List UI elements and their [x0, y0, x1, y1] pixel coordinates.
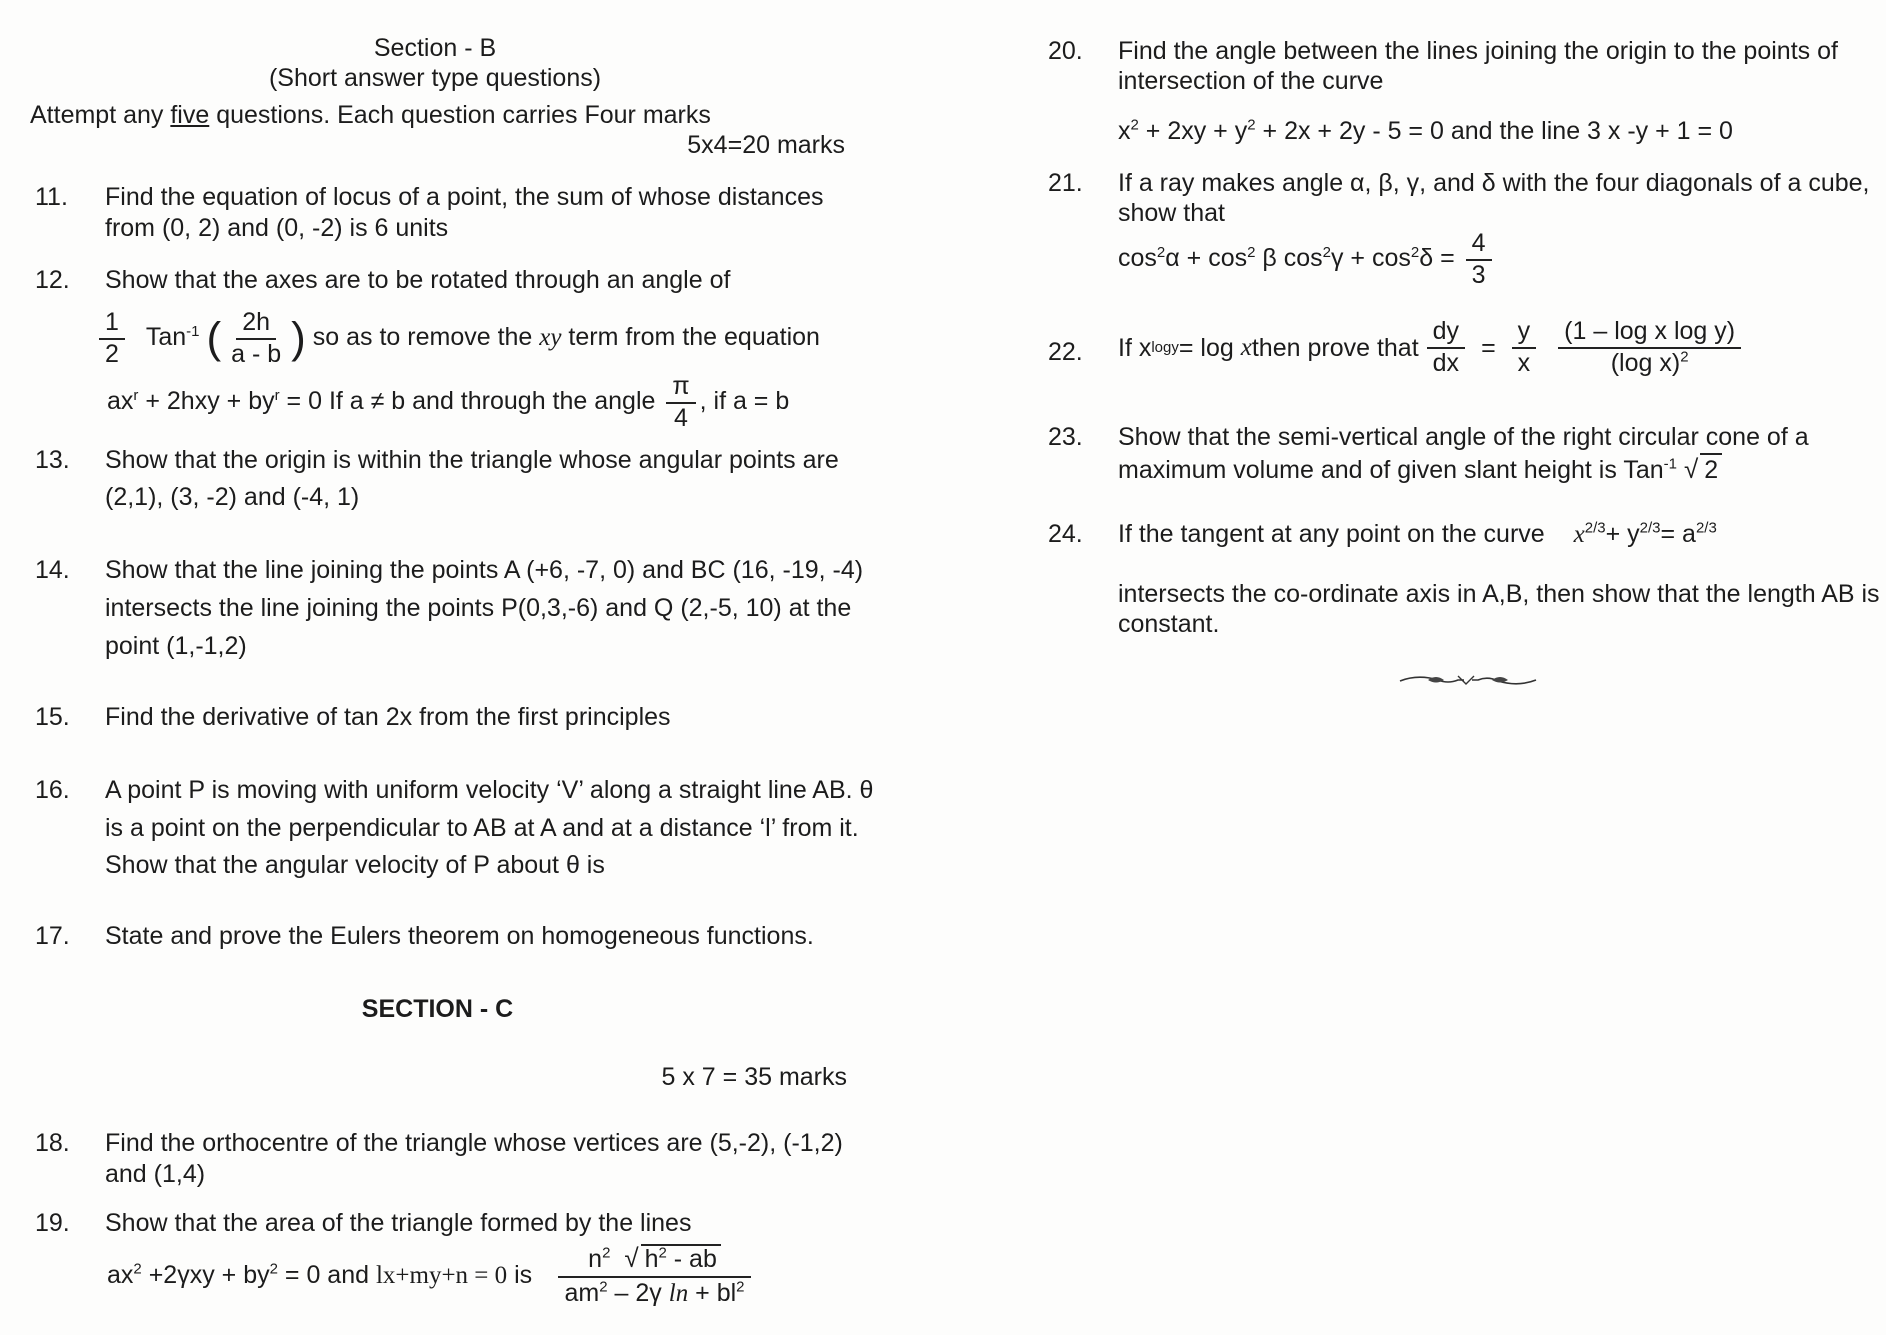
2h-fraction [225, 309, 287, 368]
question-text: intersection of the curve [1118, 67, 1384, 95]
eq-superscript: -1 [1663, 455, 1677, 473]
derivative-statement: If x logy = log x then prove that $\frac{dy}{dx}$ = $\frac{y}{x}$ $\frac{\text{(1 – log x log y)}}{(\log x)^2}$ [1118, 318, 1745, 377]
eq-part: (log x) [1610, 348, 1681, 377]
question-text: Show that the area of the triangle formed by the lines [105, 1209, 692, 1237]
cube-cosine-equation [1118, 230, 1496, 289]
equation-line [107, 373, 789, 432]
eq-superscript: 2 [1247, 116, 1256, 134]
question-text: show that [1118, 199, 1226, 227]
eq-part: ax [107, 387, 134, 416]
half-fraction [99, 309, 125, 368]
question-number: 17. [35, 922, 70, 950]
numerator: π [666, 373, 695, 404]
question-number: 11. [35, 183, 68, 211]
eq-part: = log [1178, 333, 1234, 362]
numerator: dy [1427, 318, 1465, 349]
denominator: x [1517, 348, 1531, 377]
area-expression [107, 1244, 755, 1307]
eq-part: + 2x + 2y - 5 = 0 and the line 3 x -y + 1 = 0 [1255, 117, 1733, 145]
tan-superscript: -1 [186, 322, 200, 340]
question-text: Find the derivative of tan 2x from the first principles [105, 703, 671, 731]
eq-superscript: 2/3 [1584, 519, 1606, 537]
eq-superscript: 2 [1247, 243, 1256, 261]
numerator: 4 [1466, 230, 1492, 261]
question-text: State and prove the Eulers theorem on homogeneous functions. [105, 922, 814, 950]
eq-part: If the tangent at any point on the curve [1118, 520, 1545, 548]
question-text: Show that the line joining the points A (+6, -7, 0) and BC (16, -19, -4) [105, 556, 864, 584]
eq-part: is [507, 1261, 533, 1289]
equals-sign: = [1481, 333, 1496, 362]
eq-part: x [1240, 333, 1252, 361]
eq-part: = a [1660, 520, 1696, 548]
eq-part: γ + cos [1330, 244, 1411, 273]
right-paren: ) [291, 313, 306, 363]
question-text: A point P is moving with uniform velocity ‘V’ along a straight line AB. θ [105, 776, 874, 804]
numerator: 2h [236, 309, 276, 340]
eq-superscript: 2 [602, 1244, 611, 1262]
eq-superscript: r [133, 386, 139, 404]
rotation-angle-expression [95, 309, 820, 368]
xy-term: xy [539, 324, 562, 352]
eq-superscript: 2 [658, 1244, 667, 1262]
numerator: (1 – log x log y) [1558, 318, 1741, 349]
n-term: n [588, 1245, 603, 1273]
question-text: is a point on the perpendicular to AB at A and at a distance ‘l’ from it. [105, 814, 859, 842]
question-number: 22. [1048, 338, 1083, 366]
eq-part: ax [107, 1261, 134, 1289]
question-number: 12. [35, 266, 70, 294]
curve-statement [1118, 519, 1717, 550]
question-text: Show that the axes are to be rotated through an angle of [105, 266, 731, 294]
numerator: 1 [99, 309, 125, 340]
question-text: Show that the angular velocity of P about θ is [105, 851, 605, 879]
pi-over-4-fraction [666, 373, 695, 432]
eq-part: = 0 If a ≠ b and through the angle [279, 387, 663, 416]
eq-part: δ = [1419, 244, 1462, 273]
denominator: 3 [1471, 260, 1486, 289]
y-over-x-fraction [1512, 318, 1537, 377]
question-number: 19. [35, 1209, 70, 1237]
question-number: 23. [1048, 423, 1083, 451]
expression-text: term from the equation [561, 323, 820, 352]
eq-part: then prove that [1251, 333, 1419, 362]
question-number: 21. [1048, 169, 1083, 197]
eq-superscript: 2 [1680, 348, 1689, 366]
question-text: (2,1), (3, -2) and (-4, 1) [105, 483, 360, 511]
question-number: 16. [35, 776, 70, 804]
eq-part: - ab [666, 1245, 717, 1273]
eq-superscript: 2 [133, 1260, 142, 1278]
eq-part: ln [668, 1279, 689, 1307]
eq-superscript: 2 [736, 1278, 745, 1296]
section-c-title: SECTION - C [361, 995, 514, 1023]
eq-part: cos [1118, 244, 1157, 273]
instruction-text-end: questions. Each question carries Four marks [209, 101, 711, 129]
eq-part: β cos [1255, 244, 1323, 273]
radicand: 2 [1700, 453, 1722, 485]
eq-part: x [1573, 521, 1585, 548]
question-number: 20. [1048, 37, 1083, 65]
curve-equation [1118, 116, 1733, 146]
section-b-title: Section - B [373, 34, 497, 62]
question-text: from (0, 2) and (0, -2) is 6 units [105, 214, 449, 242]
sqrt-sign: √ [1683, 454, 1699, 484]
question-text: and (1,4) [105, 1160, 206, 1188]
dy-dx-fraction [1427, 318, 1465, 377]
denominator: 4 [674, 403, 688, 432]
question-text: Show that the semi-vertical angle of the right circular cone of a [1118, 423, 1809, 451]
question-number: 15. [35, 703, 70, 731]
question-text: Find the angle between the lines joining the origin to the points of [1118, 37, 1838, 65]
eq-superscript: 2 [1156, 243, 1166, 261]
question-text: point (1,-1,2) [105, 632, 247, 660]
question-text: Find the equation of locus of a point, the sum of whose distances [105, 183, 824, 211]
eq-part: h [644, 1245, 659, 1273]
eq-part: + bl [688, 1278, 737, 1307]
denominator: dx [1432, 348, 1460, 377]
question-number: 24. [1048, 520, 1083, 548]
eq-part: + 2xy + y [1138, 117, 1248, 145]
eq-superscript: 2 [1410, 243, 1420, 261]
left-paren: ( [206, 313, 222, 363]
numerator [558, 1244, 751, 1278]
denominator: a - b [231, 339, 282, 368]
expression-text: so as to remove the [312, 323, 540, 352]
eq-part: x [1118, 117, 1131, 145]
question-text: constant. [1118, 610, 1220, 638]
question-text [1118, 453, 1722, 485]
section-b-subtitle: (Short answer type questions) [268, 64, 602, 92]
question-number: 18. [35, 1129, 70, 1157]
question-number: 14. [35, 556, 70, 584]
eq-part: = 0 and [277, 1261, 376, 1289]
sqrt-sign: √ [624, 1243, 639, 1273]
eq-part: – 2γ [607, 1278, 669, 1307]
eq-superscript: 2 [269, 1260, 278, 1278]
instruction-underlined: five [170, 101, 210, 129]
eq-part: If x [1118, 333, 1152, 362]
question-text: Show that the origin is within the triangle whose angular points are [105, 446, 839, 474]
section-b-instruction [30, 100, 711, 130]
tan-label: Tan [145, 323, 187, 352]
section-c-marks: 5 x 7 = 35 marks [661, 1063, 847, 1091]
eq-superscript: 2 [1322, 243, 1331, 261]
line-equation: lx+my+n = 0 [375, 1262, 508, 1289]
denominator: 2 [105, 339, 119, 368]
denominator [1605, 349, 1695, 378]
area-fraction [558, 1244, 751, 1307]
eq-superscript: 2 [1130, 116, 1139, 134]
eq-part [107, 1260, 532, 1291]
eq-superscript: 2/3 [1695, 519, 1717, 537]
numerator: y [1512, 318, 1537, 349]
ornament-divider-icon [1398, 672, 1538, 688]
eq-part: α + cos [1165, 244, 1248, 273]
question-text: intersects the co-ordinate axis in A,B, then show that the length AB is [1118, 580, 1880, 608]
eq-part: am [564, 1278, 600, 1307]
eq-superscript: 2 [599, 1278, 608, 1296]
question-number: 13. [35, 446, 70, 474]
eq-superscript: r [274, 386, 280, 404]
radicand [641, 1244, 721, 1274]
eq-part: + y [1605, 520, 1640, 548]
instruction-text-start: Attempt any [30, 101, 171, 129]
question-text: If a ray makes angle α, β, γ, and δ with the four diagonals of a cube, [1118, 169, 1870, 197]
question-text: intersects the line joining the points P(0,3,-6) and Q (2,-5, 10) at the [105, 594, 852, 622]
section-b-marks: 5x4=20 marks [687, 131, 845, 159]
eq-part: , if a = b [699, 387, 790, 416]
eq-superscript: 2/3 [1639, 519, 1661, 537]
four-thirds-fraction [1466, 230, 1492, 289]
question-text: Find the orthocentre of the triangle whose vertices are (5,-2), (-1,2) [105, 1129, 843, 1157]
eq-part: maximum volume and of given slant height is Tan [1118, 456, 1664, 484]
log-fraction [1558, 318, 1741, 377]
eq-part: + 2hxy + by [138, 387, 275, 416]
denominator [559, 1278, 751, 1308]
eq-part: +2γxy + by [141, 1261, 270, 1289]
